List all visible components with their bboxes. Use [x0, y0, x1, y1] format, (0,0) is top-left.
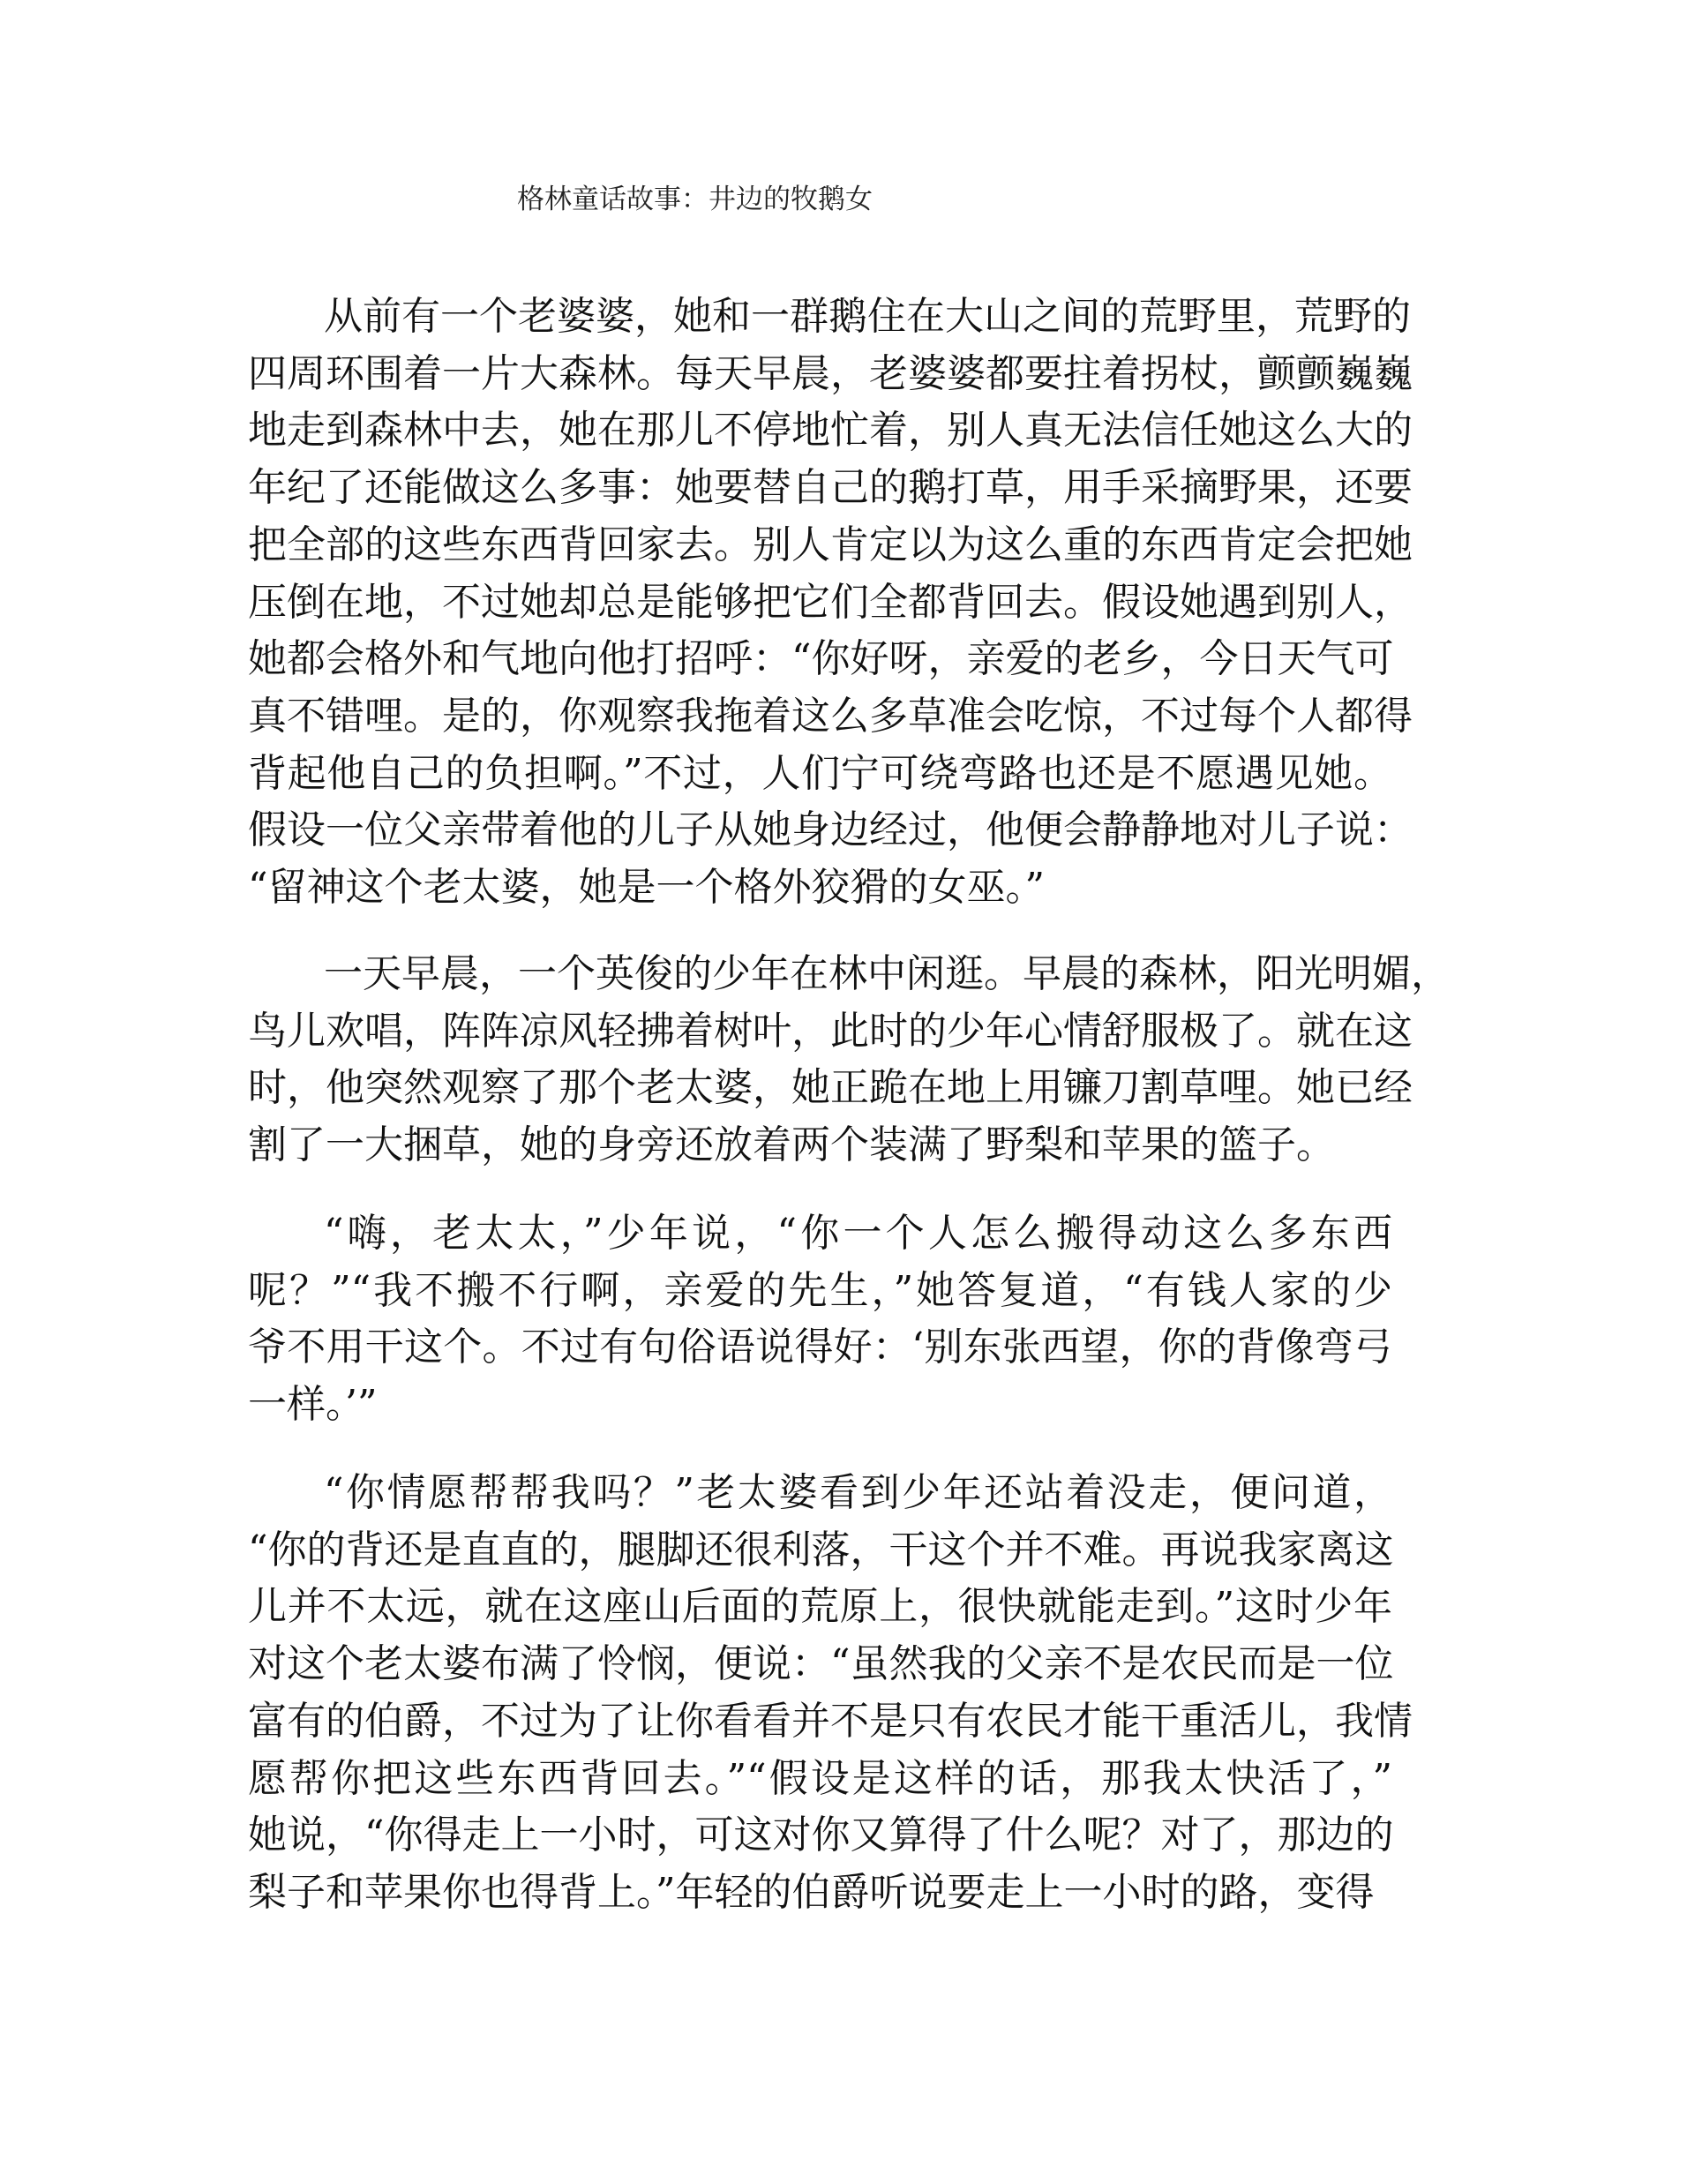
paragraph-1-line: 真不错哩。是的，你观察我拖着这么多草准会吃惊，不过每个人都得 — [248, 693, 1413, 739]
paragraph-3-line: “嗨，老太太，”少年说，“你一个人怎么搬得动这么多东西 — [324, 1211, 1392, 1256]
paragraph-2-line: 割了一大捆草，她的身旁还放着两个装满了野梨和苹果的篮子。 — [248, 1122, 1335, 1168]
paragraph-4-line: 愿帮你把这些东西背回去。”“假设是这样的话，那我太快活了，” — [248, 1755, 1392, 1801]
paragraph-4-line: “你的背还是直直的，腿脚还很利落，干这个并不难。再说我家离这 — [248, 1527, 1394, 1572]
paragraph-4-line: 富有的伯爵，不过为了让你看看并不是只有农民才能干重活儿，我情 — [248, 1698, 1413, 1744]
paragraph-4-line: 梨子和苹果你也得背上。”年轻的伯爵听说要走上一小时的路，变得 — [248, 1869, 1375, 1915]
paragraph-1-line: 压倒在地，不过她却总是能够把它们全都背回去。假设她遇到别人， — [248, 579, 1413, 625]
paragraph-1-line: 假设一位父亲带着他的儿子从她身边经过，他便会静静地对儿子说： — [248, 807, 1413, 853]
paragraph-1-line: 四周环围着一片大森林。每天早晨，老婆婆都要拄着拐杖，颤颤巍巍 — [248, 350, 1413, 396]
paragraph-1-line: 年纪了还能做这么多事：她要替自己的鹅打草，用手采摘野果，还要 — [248, 465, 1413, 511]
paragraph-1-line: 地走到森林中去，她在那儿不停地忙着，别人真无法信任她这么大的 — [248, 408, 1413, 454]
paragraph-4-line: 儿并不太远，就在这座山后面的荒原上，很快就能走到。”这时少年 — [248, 1584, 1392, 1630]
paragraph-1-line: 把全部的这些东西背回家去。别人肯定以为这么重的东西肯定会把她 — [248, 522, 1413, 567]
paragraph-2-line: 一天早晨，一个英俊的少年在林中闲逛。早晨的森林，阳光明媚， — [324, 951, 1450, 996]
paragraph-3-line: 一样。’” — [248, 1382, 378, 1428]
document-title: 格林童话故事：井边的牧鹅女 — [517, 184, 873, 215]
paragraph-1-line: 从前有一个老婆婆，她和一群鹅住在大山之间的荒野里，荒野的 — [324, 294, 1411, 339]
paragraph-4-line: 对这个老太婆布满了怜悯，便说：“虽然我的父亲不是农民而是一位 — [248, 1641, 1394, 1687]
paragraph-4-line: “你情愿帮帮我吗？”老太婆看到少年还站着没走，便问道， — [324, 1470, 1392, 1515]
paragraph-3-line: 呢？”“我不搬不行啊，亲爱的先生，”她答复道，“有钱人家的少 — [248, 1267, 1392, 1313]
paragraph-2-line: 时，他突然观察了那个老太婆，她正跪在地上用镰刀割草哩。她已经 — [248, 1065, 1413, 1111]
paragraph-1-line: 背起他自己的负担啊。”不过，人们宁可绕弯路也还是不愿遇见她。 — [248, 750, 1392, 796]
paragraph-4-line: 她说，“你得走上一小时，可这对你又算得了什么呢？对了，那边的 — [248, 1812, 1394, 1858]
paragraph-2-line: 鸟儿欢唱，阵阵凉风轻拂着树叶，此时的少年心情舒服极了。就在这 — [248, 1008, 1413, 1054]
paragraph-1-line: 她都会格外和气地向他打招呼：“你好呀，亲爱的老乡，今日天气可 — [248, 636, 1394, 682]
paragraph-3-line: 爷不用干这个。不过有句俗语说得好：‘别东张西望，你的背像弯弓 — [248, 1325, 1392, 1370]
paragraph-1-line: “留神这个老太婆，她是一个格外狡猾的女巫。” — [248, 865, 1045, 910]
